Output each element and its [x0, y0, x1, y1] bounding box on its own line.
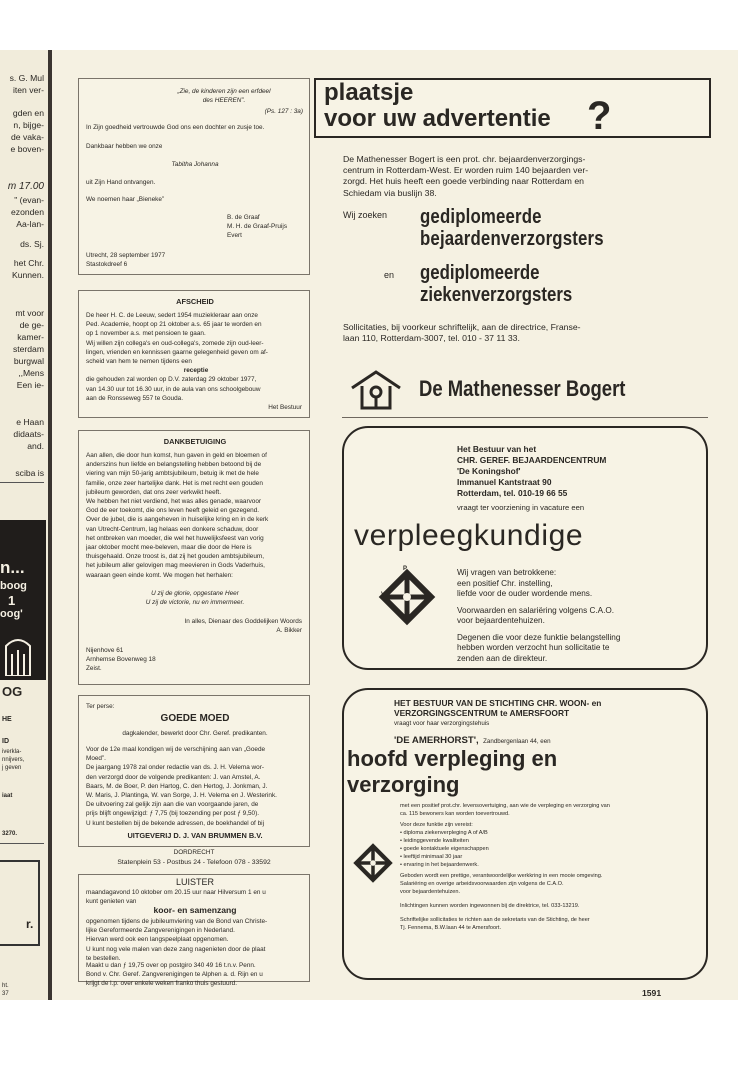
logo-letter: P [403, 566, 408, 572]
body-line: krijgt de l.p. over enkele weken franko thuis gestuurd. [86, 980, 237, 988]
req-line: • ervaring in het bejaardenwerk. [400, 862, 479, 868]
left-fragment: sterdam [12, 344, 44, 354]
verse-reference: (Ps. 127 : 3a) [264, 108, 303, 115]
koningshof-job: verpleegkundige [354, 519, 584, 552]
listen-heading: koor- en samenzang [153, 905, 237, 915]
mathenesser-logo-text: De Mathenesser Bogert [419, 376, 626, 401]
body-line: laan 110, Rotterdam-3007, tel. 010 - 37 11 33. [343, 333, 520, 344]
body-line: Hiervan werd ook een langspeelplaat opgenomen. [86, 936, 229, 944]
left-fragment: sciba is [15, 468, 44, 478]
left-fragment: ezonden [11, 207, 44, 217]
left-box [0, 860, 40, 946]
req-text: diploma ziekenverpleging A of A/B [403, 830, 488, 836]
press-title: GOEDE MOED [160, 713, 230, 724]
parent-name: B. de Graaf [227, 214, 260, 221]
page-number: 1591 [642, 988, 662, 998]
left-rule [0, 482, 44, 483]
job-line: ziekenverzorgsters [420, 284, 573, 306]
body-line: Over de jubel, die is aangeheven in huiselijke kring en in de kerk [86, 516, 269, 524]
body-line: zorgd. Het huis heeft een goede verbinding naar Rotterdam en [343, 176, 584, 187]
left-fragment: nnijvers, [2, 757, 25, 763]
amerhorst-ad [342, 688, 708, 980]
left-fragment: 37 [2, 991, 9, 997]
body-line: maandagavond 10 oktober om 20.15 uur naar Hilversum 1 en u [86, 889, 266, 896]
job-line: gediplomeerde [420, 206, 542, 228]
farewell-notice [78, 290, 310, 418]
thanks-notice [78, 430, 310, 685]
header-line: Rotterdam, tel. 010-19 66 55 [457, 488, 568, 498]
left-fragment: ds. Sj. [20, 239, 44, 249]
body-line: thuisgehaald. Onze troost is, dat zij het gouden ambtsjubileum, [86, 553, 264, 561]
koningshof-ad [342, 426, 708, 670]
req-line: liefde voor de ouder wordende mens. [457, 589, 593, 598]
left-fragment: r. [26, 917, 34, 931]
req-text: ervaring in het bejaardenwerk. [403, 862, 479, 868]
signature: Het Bestuur [268, 404, 302, 411]
left-fragment: and. [27, 441, 44, 451]
amerhorst-header [394, 698, 601, 718]
req-line: Degenen die voor deze funktie belangstelling [457, 632, 621, 642]
req-line: een positief Chr. instelling, [457, 578, 553, 588]
left-fragment: HE [2, 716, 12, 723]
logo-letter: I [427, 592, 429, 598]
left-fragment: e Haan [16, 417, 44, 427]
ad-line: voor uw advertentie [324, 105, 551, 132]
req-line: zenden aan de direkteur. [457, 653, 548, 663]
body-line: kunt genieten van [86, 898, 137, 905]
body-line: ca. 115 bewoners kan worden toevertrouwd. [400, 811, 510, 817]
body-line: U kunt nog vele malen van deze zang nagenieten door de plaat [86, 945, 266, 953]
apply-text [343, 322, 703, 344]
farewell-title: AFSCHEID [176, 297, 214, 306]
body-line: De heer H. C. de Leeuw, sedert 1954 muziekleraar aan onze [86, 312, 258, 319]
left-fragment: n, bijge- [13, 120, 44, 130]
section-rule [342, 417, 708, 418]
verse-line: des HEEREN”. [202, 97, 246, 104]
left-dark-ad [0, 520, 46, 680]
body-line: Geboden wordt een prettige, verantwoordelijke werkkring in een mooie omgeving. [400, 873, 603, 879]
req-line: • leeftijd minimaal 30 jaar [400, 854, 463, 860]
body-line: De uitvoering zal gelijk zijn aan die van voorgaande jaren, de [86, 801, 259, 809]
req-line: • leidinggevende kwaliteiten [400, 838, 469, 844]
address: Zeist. [86, 665, 102, 672]
left-fragment: s. G. Mul [9, 73, 44, 83]
req-line: • diploma ziekenverpleging A of A/B [400, 830, 488, 836]
header-line: 'De Koningshof' [457, 466, 521, 476]
body-line: prijs blijft ongewijzigd: ƒ 7,75 (bij toezending per post ƒ 9,50). [86, 810, 260, 818]
seeking-label: Wij zoeken [343, 210, 388, 220]
address: Nijenhove 61 [86, 647, 124, 654]
body-line: jubileum geworden, dat ons zeer verkwikt heeft. [86, 488, 221, 496]
dark-fragment: oog' [0, 608, 23, 620]
mathenesser-intro [343, 154, 703, 199]
body-line: U kunt bestellen bij de bekende adressen, de boekhandel of bij [86, 819, 264, 827]
left-fragment: ,,Mens [18, 368, 44, 378]
body-line: van Utrecht-Centrum, lag helaas een donkere schaduw, door [86, 525, 259, 533]
body-line: Baars, M. de Boer, P. den Hartog, C. den Hertog, J. Jonkman, J. [86, 782, 268, 790]
req-line: Voorwaarden en salariëring volgens C.A.O. [457, 605, 615, 615]
body-line: We hebben het niet verdiend, het was alles genade, waarvoor [86, 498, 262, 506]
right-page [52, 50, 738, 1000]
left-fragment: ID [2, 738, 9, 745]
house-logo-icon [348, 368, 404, 412]
left-fragment: mt voor [15, 308, 44, 318]
body-line: voor bejaardentehuizen. [400, 889, 461, 895]
left-fragment: de vaka- [11, 132, 44, 142]
press-label: Ter perse: [86, 703, 115, 710]
left-fragment: kamer- [17, 332, 44, 342]
ad-line: plaatsje [324, 79, 414, 106]
job-line: bejaardenverzorgsters [420, 228, 604, 250]
body-line: Maakt u dan ƒ 19,75 over op postgiro 340 49 16 t.n.v. Penn. [86, 962, 256, 969]
body-line: den verzorgd door de volgende predikanten: J. van Amstel, A. [86, 773, 261, 781]
header-line: VERZORGINGSCENTRUM te AMERSFOORT [394, 708, 570, 718]
left-fragment: j geven [2, 765, 22, 771]
body-line: centrum in Rotterdam-West. Er worden ruim 140 bejaarden ver- [343, 165, 589, 176]
publisher-name: UITGEVERIJ D. J. VAN BRUMMEN B.V. [127, 831, 263, 840]
address: Arnhemse Bovenweg 18 [86, 656, 156, 663]
parent-name: M. H. de Graaf-Pruijs [227, 223, 288, 230]
body-line: Moed”. [86, 755, 106, 763]
church-silhouette-icon [2, 632, 34, 676]
body-line: die gehouden zal worden op D.V. zaterdag 29 oktober 1977, [86, 376, 257, 384]
dark-fragment: 1 [8, 593, 16, 608]
body-line: Salariëring en overige arbeidsvoorwaarden zijn volgens de C.A.O. [400, 881, 564, 887]
publisher-city: DORDRECHT [173, 849, 215, 856]
body-line: Schriftelijke sollicitaties te richten aan de sekretaris van de Stichting, de heer [400, 917, 590, 923]
job-line: verzorging [347, 772, 460, 797]
listen-notice [78, 874, 310, 988]
left-rule [0, 843, 44, 844]
reception-heading: receptie [183, 367, 209, 375]
amerhorst-sub: vraagt voor haar verzorgingstehuis [394, 720, 490, 727]
and-label: en [384, 270, 395, 280]
left-fragment: iten ver- [12, 85, 44, 95]
req-text: leeftijd minimaal 30 jaar [403, 854, 463, 860]
question-mark: ? [587, 94, 612, 138]
header-line: Het Bestuur van het [457, 444, 537, 454]
left-fragment: de ge- [19, 320, 44, 330]
logo-letter: B [403, 616, 408, 622]
parent-name: Evert [227, 232, 242, 239]
body-line: W. Maris, J. Plantinga, W. van Sorge, J. H. Velema en J. Westerink. [86, 792, 277, 800]
body-line: Wij willen zijn collega's en oud-collega's, zomede zijn oud-leer- [86, 339, 264, 347]
body-line: Aan allen, die door hun komst, hun gaven in geld en bloemen of [86, 452, 267, 459]
header-line: CHR. GEREF. BEJAARDENCENTRUM [457, 455, 607, 465]
amerhorst-logo-icon [350, 840, 396, 886]
press-notice [78, 695, 310, 847]
birth-announcement [78, 78, 310, 275]
thanks-title: DANKBETUIGING [163, 437, 227, 446]
job-line: gediplomeerde [420, 262, 540, 284]
body-line: Inlichtingen kunnen worden ingewonnen bij de direktrice, tel. 033-13219. [400, 903, 580, 909]
place-date: Utrecht, 28 september 1977 [86, 252, 166, 259]
body-line: De jaargang 1978 zal onder redactie van ds. J. H. Velema wor- [86, 764, 264, 772]
logo-letter: V [381, 592, 386, 598]
left-fragment: m 17.00 [7, 181, 44, 192]
left-fragment: " (evan- [14, 195, 44, 205]
body-line: opgenomen tijdens de jubileumviering van de Bond van Christe- [86, 918, 268, 925]
body-line: Sollicitaties, bij voorkeur schriftelijk, aan de directrice, Franse- [343, 322, 581, 332]
body-line: God de eer toekomt, die ons leven heeft geleid en gezegend. [86, 507, 260, 515]
left-fragment: het Chr. [13, 258, 44, 268]
job-title-2 [420, 262, 572, 306]
body-line: Bond v. Chr. Geref. Zangverenigingen te Alphen a. d. Rijn en u [86, 971, 263, 979]
body-line: aan de Ronsseweg 557 te Gouda. [86, 394, 183, 402]
signature: A. Bikker [276, 627, 302, 634]
amerhorst-body [400, 802, 706, 932]
left-fragment: Kunnen. [11, 270, 44, 280]
publisher [79, 832, 311, 840]
req-text: leidinggevende kwaliteiten [403, 838, 469, 844]
listen-title: LUISTER [175, 877, 214, 887]
left-fragment: gden en [12, 108, 44, 118]
left-fragment: 3270. [2, 831, 18, 837]
body-line: het ontbreken van moeder, die wel het huwelijksfeest van vorig [86, 534, 264, 542]
body-line: lijke Gereformeerde Zangverenigingen in Nederland. [86, 927, 235, 935]
verse-line: U zij de victorie, nu en immermeer. [145, 599, 245, 606]
body-line: lingen, vrienden en kennissen gaarne gelegenheid geven om af- [86, 348, 268, 356]
body-line: van 14.30 uur tot 16.30 uur, in de aula van ons schoolgebouw [86, 385, 261, 393]
left-fragment: Een ie- [16, 380, 44, 390]
body-line: Tj. Fennema, B.W.laan 44 te Amersfoort. [400, 925, 502, 931]
notice-text: We noemen haar „Bieneke” [86, 196, 165, 203]
left-fragment: Aa-lan- [16, 219, 44, 229]
req-heading: Voor deze funktie zijn vereist: [400, 822, 473, 828]
verse-line: „Zie, de kinderen zijn een erfdeel [177, 88, 271, 95]
body-line: jaar oktober mocht mee-beleven, maar die door de Here is [86, 544, 252, 552]
body-line: te bestellen. [86, 954, 121, 962]
amerhorst-name: 'DE AMERHORST', [394, 735, 479, 746]
job-line: hoofd verpleging en [347, 746, 558, 771]
header-line: HET BESTUUR VAN DE STICHTING CHR. WOON- en [394, 698, 602, 708]
req-line: hebben worden verzocht hun sollicitatie te [457, 643, 610, 652]
body-line: met een positief prot.chr. levensovertuiging, aan wie de verpleging en verzorging van [400, 803, 610, 809]
body-line: op 1 november a.s. met pensioen te gaan. [86, 330, 206, 338]
body-line: waaraan geen einde komt. We mogen het herhalen: [86, 571, 233, 579]
body-line: anderszins hun liefde en belangstelling hebben betoond bij de [86, 461, 262, 469]
amerhorst-address: Zandbergenlaan 44, een [483, 738, 551, 745]
body-line: familie, onze zeer hartelijke dank. Het is met recht een gouden [86, 479, 263, 487]
body-line: De Mathenesser Bogert is een prot. chr. bejaardenverzorgings- [343, 154, 586, 164]
req-text: goede kontaktuele eigenschappen [403, 846, 489, 852]
body-line: het jubileum aller gelovigen mag meevieren in Gods Vaderhuis, [86, 562, 265, 570]
left-fragment: iverkla- [2, 749, 22, 755]
left-fragment: e boven- [10, 144, 44, 154]
job-title-1 [420, 206, 604, 250]
press-subtitle: dagkalender, bewerkt door Chr. Geref. predikanten. [122, 730, 268, 737]
verse-line: U zij de glorie, opgestane Heer [151, 590, 239, 597]
body-line: scheid van hem te nemen tijdens een [86, 358, 192, 366]
notice-text: uit Zijn Hand ontvangen. [86, 179, 156, 186]
koningshof-requirements [457, 568, 620, 664]
body-line: Voor de 12e maal kondigen wij de verschijning aan van „Goede [86, 746, 266, 753]
notice-text: Dankbaar hebben we onze [86, 143, 163, 150]
req-line: Wij vragen van betrokkene: [457, 568, 557, 577]
left-fragment: iaat [2, 793, 13, 799]
ad-placeholder [314, 78, 711, 138]
req-line: • goede kontaktuele eigenschappen [400, 846, 489, 852]
koningshof-header [457, 444, 606, 499]
koningshof-sub: vraagt ter voorziening in vacature een [457, 503, 585, 512]
dark-fragment: n... [0, 558, 25, 577]
address: Stastokdreef 6 [86, 261, 128, 268]
child-name: Tabitha Johanna [171, 161, 219, 168]
left-fragment: OG [2, 684, 23, 699]
body-line: Ped. Academie, hoopt op 21 oktober a.s. 65 jaar te worden en [86, 321, 262, 329]
notice-text: In Zijn goedheid vertrouwde God ons een dochter en zusje toe. [86, 124, 265, 131]
left-fragment: burgwal [13, 356, 44, 366]
signature: In alles, Dienaar des Goddelijken Woords [184, 618, 302, 625]
publisher-address: Statenplein 53 - Postbus 24 - Telefoon 078 - 33592 [117, 859, 271, 866]
amerhorst-job [347, 746, 557, 798]
left-fragment: didaats- [13, 429, 44, 439]
header-line: Immanuel Kantstraat 90 [457, 477, 552, 487]
req-line: voor bejaardentehuizen. [457, 616, 545, 625]
left-fragment: ht. [2, 983, 9, 989]
body-line: viering van mijn 50-jarig ambtsjubileum, betuig ik met de hele [86, 470, 259, 478]
dark-fragment: boog [0, 580, 27, 592]
body-line: Schiedam via buslijn 38. [343, 187, 437, 198]
